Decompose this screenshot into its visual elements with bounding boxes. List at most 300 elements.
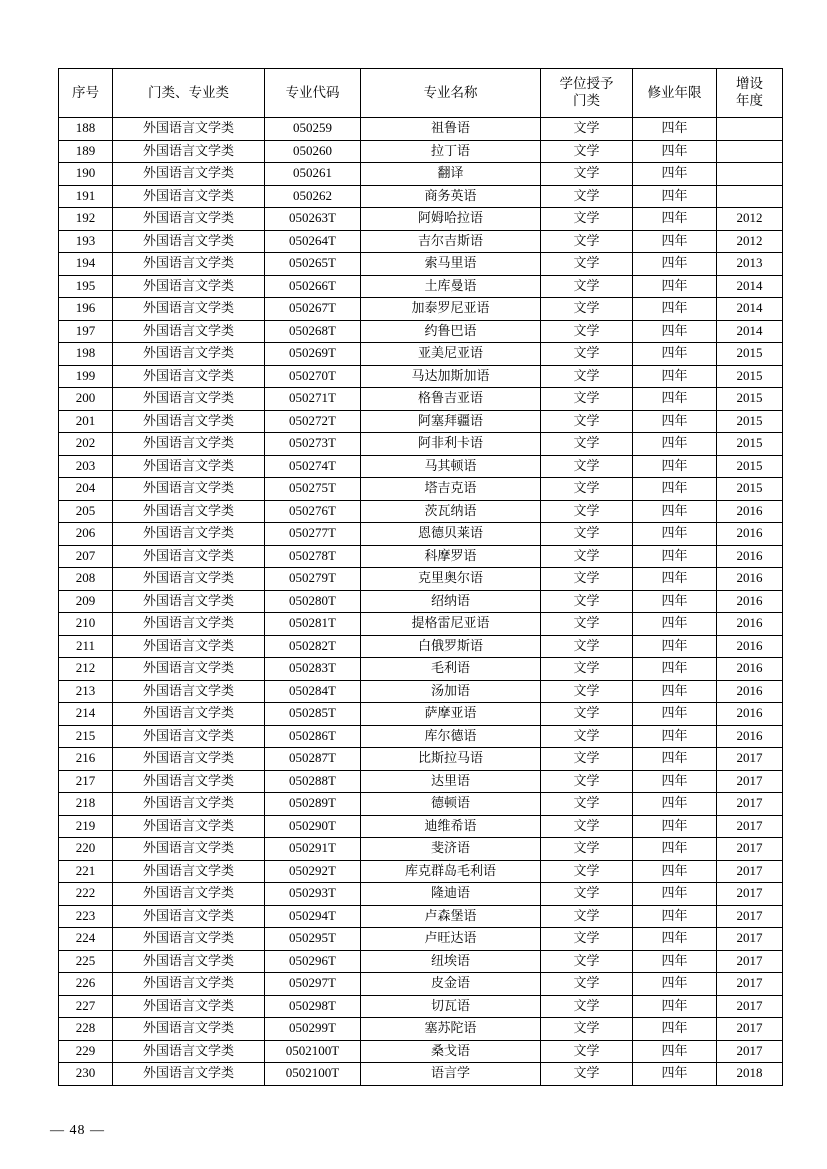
cell-seq: 196 [59,298,113,321]
cell-degree: 文学 [541,703,633,726]
cell-category: 外国语言文学类 [113,523,265,546]
cell-added-year: 2016 [717,590,783,613]
cell-name: 隆迪语 [361,883,541,906]
cell-added-year: 2015 [717,478,783,501]
cell-years: 四年 [633,163,717,186]
cell-category: 外国语言文学类 [113,320,265,343]
table-row [59,118,783,141]
cell-code: 050259 [265,118,361,141]
cell-years: 四年 [633,928,717,951]
cell-code: 050276T [265,500,361,523]
cell-seq: 223 [59,905,113,928]
cell-code: 050260 [265,140,361,163]
cell-years: 四年 [633,253,717,276]
cell-code: 050275T [265,478,361,501]
cell-code: 050261 [265,163,361,186]
cell-category: 外国语言文学类 [113,1063,265,1086]
header-degree-line2: 门类 [573,93,600,108]
cell-degree: 文学 [541,905,633,928]
cell-added-year [717,185,783,208]
cell-years: 四年 [633,478,717,501]
cell-years: 四年 [633,950,717,973]
table-row [59,1018,783,1041]
cell-category: 外国语言文学类 [113,883,265,906]
cell-code: 050289T [265,793,361,816]
cell-code: 050287T [265,748,361,771]
table-row [59,680,783,703]
cell-code: 050269T [265,343,361,366]
cell-category: 外国语言文学类 [113,455,265,478]
cell-name: 桑戈语 [361,1040,541,1063]
cell-seq: 225 [59,950,113,973]
cell-added-year: 2016 [717,703,783,726]
cell-name: 卢旺达语 [361,928,541,951]
cell-years: 四年 [633,320,717,343]
cell-years: 四年 [633,1018,717,1041]
table-row [59,410,783,433]
cell-years: 四年 [633,658,717,681]
cell-seq: 224 [59,928,113,951]
cell-name: 语言学 [361,1063,541,1086]
table-row [59,163,783,186]
cell-added-year: 2017 [717,770,783,793]
table-row [59,140,783,163]
cell-seq: 213 [59,680,113,703]
cell-degree: 文学 [541,365,633,388]
table-row [59,500,783,523]
cell-seq: 216 [59,748,113,771]
cell-seq: 190 [59,163,113,186]
cell-code: 050280T [265,590,361,613]
cell-category: 外国语言文学类 [113,410,265,433]
header-added-year [717,69,783,118]
cell-degree: 文学 [541,298,633,321]
cell-degree: 文学 [541,928,633,951]
cell-years: 四年 [633,748,717,771]
cell-added-year: 2017 [717,860,783,883]
cell-years: 四年 [633,298,717,321]
cell-seq: 229 [59,1040,113,1063]
cell-added-year [717,140,783,163]
cell-years: 四年 [633,635,717,658]
cell-category: 外国语言文学类 [113,838,265,861]
cell-seq: 200 [59,388,113,411]
cell-category: 外国语言文学类 [113,950,265,973]
cell-category: 外国语言文学类 [113,793,265,816]
cell-name: 阿塞拜疆语 [361,410,541,433]
cell-years: 四年 [633,455,717,478]
cell-seq: 191 [59,185,113,208]
cell-code: 050264T [265,230,361,253]
cell-name: 祖鲁语 [361,118,541,141]
cell-name: 阿非利卡语 [361,433,541,456]
cell-seq: 214 [59,703,113,726]
cell-added-year: 2018 [717,1063,783,1086]
cell-added-year: 2014 [717,298,783,321]
cell-seq: 193 [59,230,113,253]
cell-code: 050299T [265,1018,361,1041]
cell-name: 吉尔吉斯语 [361,230,541,253]
table-body [59,118,783,1086]
cell-code: 050279T [265,568,361,591]
cell-added-year [717,163,783,186]
table-row [59,590,783,613]
cell-category: 外国语言文学类 [113,905,265,928]
cell-degree: 文学 [541,725,633,748]
cell-seq: 212 [59,658,113,681]
cell-category: 外国语言文学类 [113,478,265,501]
cell-years: 四年 [633,433,717,456]
cell-seq: 199 [59,365,113,388]
cell-seq: 189 [59,140,113,163]
table-row [59,995,783,1018]
cell-code: 050292T [265,860,361,883]
cell-seq: 218 [59,793,113,816]
cell-years: 四年 [633,838,717,861]
cell-years: 四年 [633,613,717,636]
table-row [59,388,783,411]
cell-years: 四年 [633,725,717,748]
cell-seq: 206 [59,523,113,546]
cell-name: 克里奥尔语 [361,568,541,591]
cell-added-year: 2017 [717,883,783,906]
cell-code: 050281T [265,613,361,636]
cell-code: 050294T [265,905,361,928]
cell-years: 四年 [633,703,717,726]
cell-seq: 202 [59,433,113,456]
cell-code: 050298T [265,995,361,1018]
cell-name: 纽埃语 [361,950,541,973]
cell-name: 索马里语 [361,253,541,276]
cell-code: 050271T [265,388,361,411]
cell-name: 切瓦语 [361,995,541,1018]
cell-code: 050284T [265,680,361,703]
cell-degree: 文学 [541,343,633,366]
table-row [59,478,783,501]
cell-degree: 文学 [541,950,633,973]
cell-code: 050285T [265,703,361,726]
cell-degree: 文学 [541,500,633,523]
cell-category: 外国语言文学类 [113,118,265,141]
cell-name: 格鲁吉亚语 [361,388,541,411]
cell-category: 外国语言文学类 [113,500,265,523]
cell-name: 马其顿语 [361,455,541,478]
cell-seq: 204 [59,478,113,501]
cell-code: 050268T [265,320,361,343]
cell-years: 四年 [633,770,717,793]
cell-degree: 文学 [541,590,633,613]
cell-code: 050282T [265,635,361,658]
cell-seq: 210 [59,613,113,636]
cell-degree: 文学 [541,433,633,456]
cell-years: 四年 [633,1063,717,1086]
cell-name: 汤加语 [361,680,541,703]
table-row [59,320,783,343]
cell-degree: 文学 [541,410,633,433]
cell-name: 马达加斯加语 [361,365,541,388]
cell-name: 库克群岛毛利语 [361,860,541,883]
cell-category: 外国语言文学类 [113,680,265,703]
cell-added-year: 2015 [717,410,783,433]
cell-added-year: 2017 [717,973,783,996]
cell-degree: 文学 [541,815,633,838]
cell-name: 白俄罗斯语 [361,635,541,658]
cell-seq: 211 [59,635,113,658]
cell-degree: 文学 [541,230,633,253]
cell-category: 外国语言文学类 [113,658,265,681]
cell-seq: 228 [59,1018,113,1041]
cell-degree: 文学 [541,523,633,546]
table-row [59,433,783,456]
table-row [59,208,783,231]
cell-seq: 226 [59,973,113,996]
cell-category: 外国语言文学类 [113,298,265,321]
cell-name: 恩德贝莱语 [361,523,541,546]
cell-seq: 188 [59,118,113,141]
cell-degree: 文学 [541,793,633,816]
cell-seq: 215 [59,725,113,748]
cell-degree: 文学 [541,455,633,478]
cell-name: 萨摩亚语 [361,703,541,726]
cell-years: 四年 [633,568,717,591]
cell-added-year: 2016 [717,545,783,568]
cell-degree: 文学 [541,658,633,681]
cell-category: 外国语言文学类 [113,230,265,253]
cell-category: 外国语言文学类 [113,568,265,591]
cell-seq: 203 [59,455,113,478]
cell-years: 四年 [633,973,717,996]
table-row [59,928,783,951]
cell-added-year: 2017 [717,928,783,951]
cell-added-year: 2016 [717,523,783,546]
cell-degree: 文学 [541,140,633,163]
cell-code: 050277T [265,523,361,546]
cell-added-year: 2017 [717,905,783,928]
cell-years: 四年 [633,140,717,163]
cell-code: 0502100T [265,1040,361,1063]
cell-name: 塔吉克语 [361,478,541,501]
cell-code: 050278T [265,545,361,568]
cell-added-year: 2017 [717,838,783,861]
table-row [59,793,783,816]
cell-degree: 文学 [541,680,633,703]
cell-degree: 文学 [541,860,633,883]
cell-category: 外国语言文学类 [113,725,265,748]
table-row [59,343,783,366]
table-header-row [59,69,783,118]
table-row [59,1063,783,1086]
table-row [59,365,783,388]
cell-degree: 文学 [541,253,633,276]
cell-years: 四年 [633,590,717,613]
cell-years: 四年 [633,275,717,298]
page-number: — 48 — [50,1123,105,1138]
cell-code: 050265T [265,253,361,276]
header-name: 专业名称 [361,69,541,118]
cell-category: 外国语言文学类 [113,1040,265,1063]
cell-category: 外国语言文学类 [113,253,265,276]
cell-added-year: 2015 [717,343,783,366]
table-row [59,298,783,321]
cell-seq: 198 [59,343,113,366]
cell-category: 外国语言文学类 [113,433,265,456]
header-years: 修业年限 [633,69,717,118]
cell-degree: 文学 [541,995,633,1018]
cell-added-year: 2017 [717,1018,783,1041]
cell-degree: 文学 [541,883,633,906]
cell-degree: 文学 [541,613,633,636]
cell-name: 德顿语 [361,793,541,816]
cell-seq: 209 [59,590,113,613]
header-added-line2: 年度 [736,93,763,108]
cell-code: 050273T [265,433,361,456]
cell-seq: 201 [59,410,113,433]
cell-name: 翻译 [361,163,541,186]
cell-degree: 文学 [541,118,633,141]
cell-degree: 文学 [541,320,633,343]
cell-added-year: 2017 [717,748,783,771]
table-row [59,568,783,591]
cell-seq: 217 [59,770,113,793]
cell-degree: 文学 [541,185,633,208]
cell-seq: 194 [59,253,113,276]
cell-added-year: 2016 [717,613,783,636]
cell-name: 卢森堡语 [361,905,541,928]
header-added-line1: 增设 [736,76,763,92]
majors-catalog-table [58,68,783,1086]
cell-years: 四年 [633,230,717,253]
table-row [59,613,783,636]
cell-years: 四年 [633,365,717,388]
table-row [59,635,783,658]
cell-years: 四年 [633,500,717,523]
cell-code: 050266T [265,275,361,298]
cell-name: 塞苏陀语 [361,1018,541,1041]
table-row [59,950,783,973]
table-row [59,253,783,276]
cell-seq: 205 [59,500,113,523]
cell-name: 阿姆哈拉语 [361,208,541,231]
header-category: 门类、专业类 [113,69,265,118]
cell-seq: 230 [59,1063,113,1086]
cell-degree: 文学 [541,388,633,411]
cell-years: 四年 [633,185,717,208]
cell-seq: 220 [59,838,113,861]
cell-degree: 文学 [541,545,633,568]
cell-category: 外国语言文学类 [113,388,265,411]
cell-category: 外国语言文学类 [113,590,265,613]
cell-added-year: 2014 [717,320,783,343]
cell-code: 050295T [265,928,361,951]
cell-name: 比斯拉马语 [361,748,541,771]
cell-code: 050297T [265,973,361,996]
cell-added-year: 2012 [717,230,783,253]
cell-category: 外国语言文学类 [113,208,265,231]
cell-name: 迪维希语 [361,815,541,838]
table-row [59,185,783,208]
table-row [59,703,783,726]
cell-code: 0502100T [265,1063,361,1086]
cell-name: 绍纳语 [361,590,541,613]
table-row [59,905,783,928]
cell-code: 050267T [265,298,361,321]
cell-name: 茨瓦纳语 [361,500,541,523]
cell-category: 外国语言文学类 [113,635,265,658]
table-row [59,455,783,478]
cell-name: 斐济语 [361,838,541,861]
cell-years: 四年 [633,883,717,906]
cell-years: 四年 [633,545,717,568]
cell-added-year: 2016 [717,568,783,591]
cell-years: 四年 [633,1040,717,1063]
cell-years: 四年 [633,410,717,433]
cell-category: 外国语言文学类 [113,973,265,996]
table-row [59,883,783,906]
cell-name: 库尔德语 [361,725,541,748]
cell-name: 达里语 [361,770,541,793]
cell-added-year: 2017 [717,950,783,973]
cell-code: 050291T [265,838,361,861]
cell-years: 四年 [633,343,717,366]
cell-years: 四年 [633,905,717,928]
cell-code: 050262 [265,185,361,208]
cell-added-year: 2016 [717,635,783,658]
cell-name: 商务英语 [361,185,541,208]
cell-years: 四年 [633,680,717,703]
header-seq: 序号 [59,69,113,118]
cell-added-year: 2017 [717,793,783,816]
cell-seq: 219 [59,815,113,838]
cell-name: 约鲁巴语 [361,320,541,343]
cell-years: 四年 [633,523,717,546]
page-footer [0,1123,827,1139]
cell-years: 四年 [633,208,717,231]
cell-category: 外国语言文学类 [113,185,265,208]
cell-added-year: 2015 [717,365,783,388]
cell-degree: 文学 [541,1040,633,1063]
cell-name: 皮金语 [361,973,541,996]
cell-degree: 文学 [541,568,633,591]
table-row [59,973,783,996]
table-row [59,1040,783,1063]
cell-added-year: 2016 [717,658,783,681]
cell-degree: 文学 [541,208,633,231]
cell-code: 050274T [265,455,361,478]
cell-category: 外国语言文学类 [113,545,265,568]
table-row [59,838,783,861]
cell-added-year [717,118,783,141]
cell-name: 毛利语 [361,658,541,681]
cell-seq: 208 [59,568,113,591]
cell-seq: 222 [59,883,113,906]
cell-category: 外国语言文学类 [113,703,265,726]
cell-category: 外国语言文学类 [113,928,265,951]
cell-degree: 文学 [541,275,633,298]
cell-name: 提格雷尼亚语 [361,613,541,636]
cell-added-year: 2016 [717,680,783,703]
cell-years: 四年 [633,995,717,1018]
cell-name: 科摩罗语 [361,545,541,568]
table-row [59,523,783,546]
cell-added-year: 2013 [717,253,783,276]
header-degree [541,69,633,118]
table-row [59,815,783,838]
cell-degree: 文学 [541,748,633,771]
table-row [59,658,783,681]
cell-degree: 文学 [541,1018,633,1041]
cell-degree: 文学 [541,1063,633,1086]
table-row [59,275,783,298]
